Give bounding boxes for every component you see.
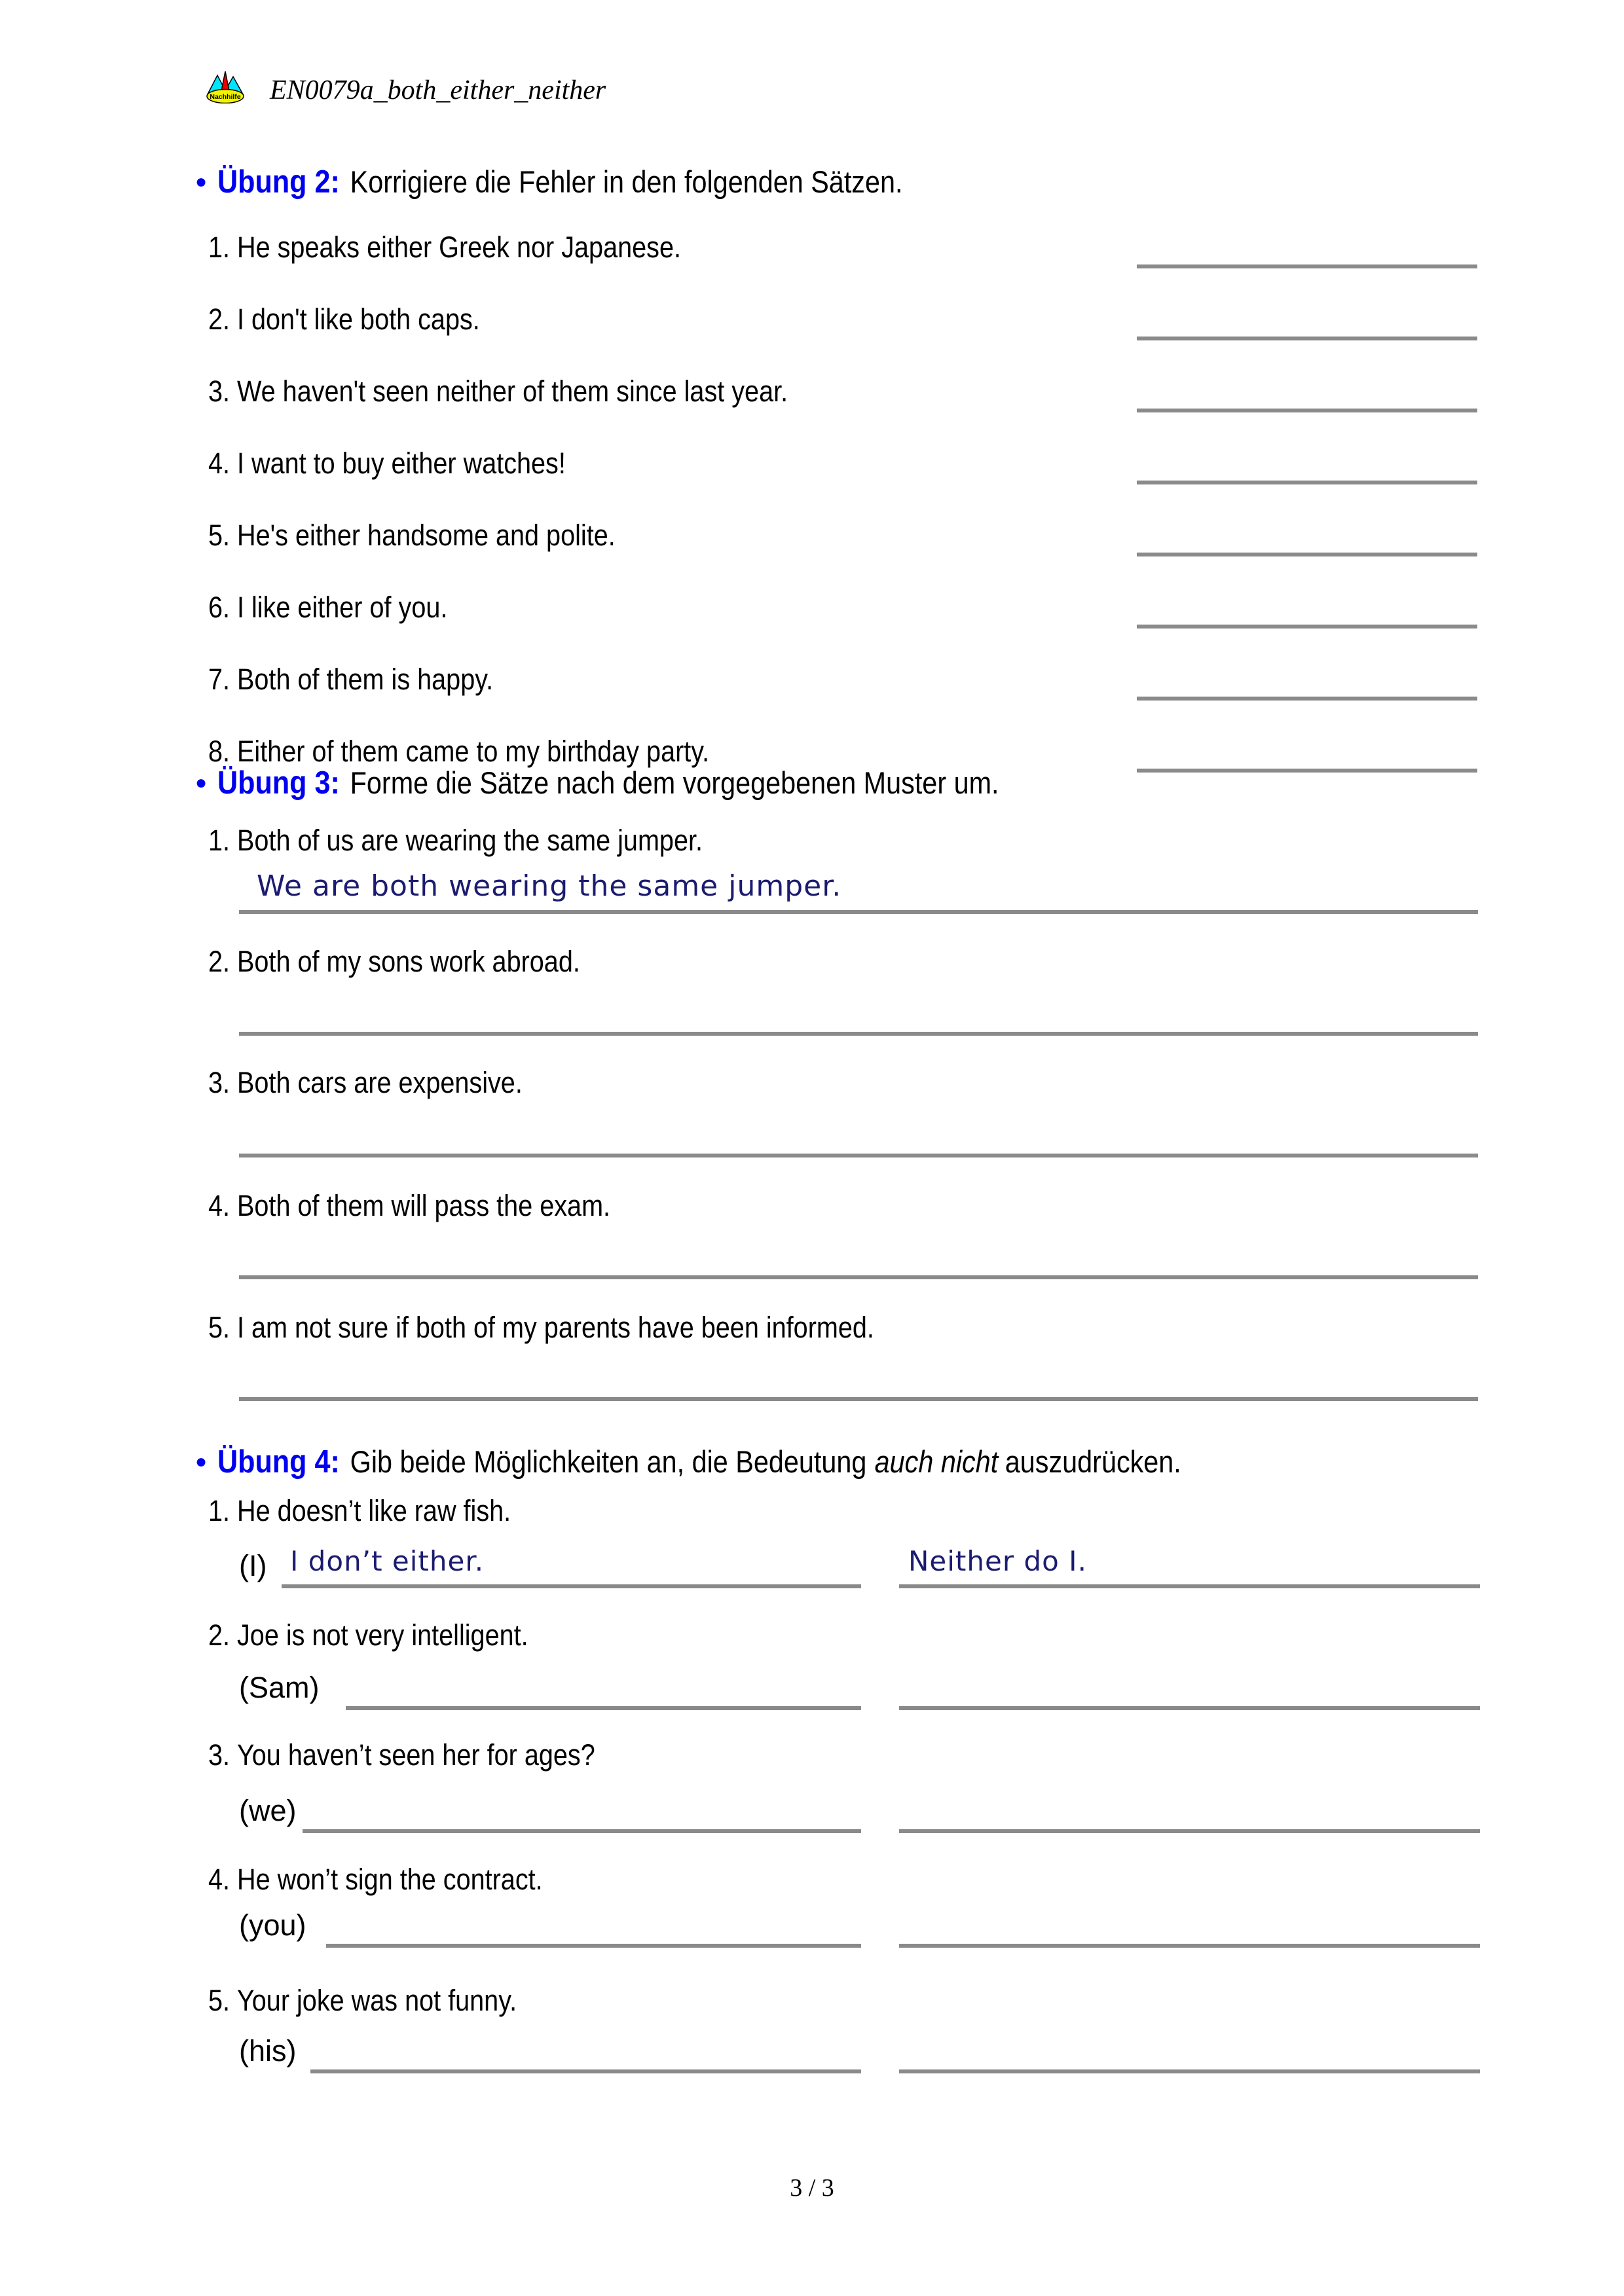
- item-text: You haven’t seen her for ages?: [237, 1738, 595, 1772]
- answer-blank-line[interactable]: [239, 1275, 1478, 1279]
- item-number: 2.: [208, 302, 231, 336]
- item-number: 4.: [208, 1863, 231, 1896]
- item-text: Both of them is happy.: [237, 663, 494, 696]
- ex3-item-2: [208, 945, 631, 979]
- answer-blank-line-left[interactable]: [282, 1584, 861, 1588]
- ex3-item-5: [208, 1311, 965, 1345]
- item-number: 1.: [208, 824, 231, 857]
- ex4-item-4: [208, 1863, 588, 1897]
- document-title: EN0079a_both_either_neither: [270, 75, 606, 105]
- item-text: I like either of you.: [237, 591, 448, 624]
- item-text: He won’t sign the contract.: [237, 1863, 543, 1896]
- ex4-answer-row-2: [239, 1671, 1483, 1718]
- answer-prompt: (I): [239, 1549, 267, 1582]
- item-number: 3.: [208, 1066, 231, 1099]
- ex4-item-2: [208, 1618, 572, 1652]
- answer-blank-line-left[interactable]: [326, 1944, 861, 1948]
- ex2-item-7: [208, 663, 532, 697]
- exercise2-label: Übung 2:: [217, 164, 340, 200]
- answer-blank-line[interactable]: [1137, 553, 1477, 556]
- bullet-icon: ●: [195, 772, 208, 793]
- answer-blank-line[interactable]: [1137, 481, 1477, 484]
- answer-blank-line[interactable]: [1137, 697, 1477, 701]
- exercise2-instruction: Korrigiere die Fehler in den folgenden Sätzen.: [350, 164, 903, 199]
- item-text: He speaks either Greek nor Japanese.: [237, 230, 681, 264]
- answer-blank-line[interactable]: [239, 1154, 1478, 1157]
- item-text: I don't like both caps.: [237, 302, 480, 336]
- answer-prompt: (Sam): [239, 1671, 320, 1704]
- answer-blank-line-left[interactable]: [310, 2069, 861, 2073]
- ex4-item-1: [208, 1494, 552, 1528]
- bullet-icon: ●: [195, 171, 208, 192]
- item-number: 6.: [208, 591, 231, 624]
- item-text: I am not sure if both of my parents have been informed.: [237, 1311, 874, 1344]
- item-number: 4.: [208, 1189, 231, 1222]
- item-number: 2.: [208, 945, 231, 978]
- answer-blank-line-right[interactable]: [899, 1944, 1480, 1948]
- item-text: He's either handsome and polite.: [237, 519, 616, 552]
- ex3-item-3: [208, 1066, 565, 1100]
- handwritten-answer-right: Neither do I.: [908, 1545, 1087, 1577]
- exercise3-label: Übung 3:: [217, 765, 340, 801]
- nachhilfe-logo-icon: [206, 69, 245, 103]
- logo-text: Nachhilfe: [210, 93, 241, 101]
- ex2-item-6: [208, 591, 480, 625]
- answer-blank-line-right[interactable]: [899, 1829, 1480, 1833]
- answer-blank-line-left[interactable]: [346, 1706, 861, 1710]
- answer-blank-line[interactable]: [1137, 337, 1477, 340]
- ex3-item-4: [208, 1189, 665, 1223]
- exercise4-instruction-italic: auch nicht: [874, 1444, 999, 1479]
- answer-blank-line[interactable]: [1137, 769, 1477, 773]
- item-number: 3.: [208, 374, 231, 408]
- ex3-item-1: [208, 824, 770, 858]
- exercise4-label: Übung 4:: [217, 1444, 340, 1480]
- item-text: Both cars are expensive.: [237, 1066, 523, 1099]
- item-number: 7.: [208, 663, 231, 696]
- ex4-answer-row-5: [239, 2034, 1483, 2081]
- handwritten-answer: We are both wearing the same jumper.: [257, 869, 842, 903]
- bullet-icon: ●: [195, 1451, 208, 1472]
- ex4-item-3: [208, 1738, 648, 1772]
- exercise2-heading: [195, 164, 996, 200]
- exercise3-instruction: Forme die Sätze nach dem vorgegebenen Muster um.: [350, 765, 999, 800]
- answer-blank-line[interactable]: [1137, 409, 1477, 412]
- answer-prompt: (his): [239, 2034, 297, 2068]
- exercise3-heading: [195, 765, 1105, 801]
- item-number: 2.: [208, 1618, 231, 1652]
- exercise4-instruction-post: auszudrücken.: [1005, 1444, 1181, 1479]
- item-number: 5.: [208, 519, 231, 552]
- answer-blank-line[interactable]: [1137, 625, 1477, 629]
- ex4-answer-row-3: [239, 1794, 1483, 1841]
- answer-prompt: (you): [239, 1908, 306, 1942]
- item-number: 5.: [208, 1984, 231, 2017]
- answer-blank-line[interactable]: [239, 910, 1478, 914]
- item-number: 1.: [208, 230, 231, 264]
- answer-blank-line-left[interactable]: [303, 1829, 861, 1833]
- item-text: He doesn’t like raw fish.: [237, 1494, 511, 1527]
- item-number: 3.: [208, 1738, 231, 1772]
- item-number: 1.: [208, 1494, 231, 1527]
- item-text: I want to buy either watches!: [237, 446, 566, 480]
- item-text: We haven't seen neither of them since last year.: [237, 374, 788, 408]
- answer-blank-line-right[interactable]: [899, 1584, 1480, 1588]
- ex4-answer-row-1: [239, 1545, 1483, 1596]
- ex2-item-4: [208, 446, 614, 481]
- answer-blank-line-right[interactable]: [899, 1706, 1480, 1710]
- item-text: Either of them came to my birthday party.: [237, 735, 710, 768]
- answer-blank-line[interactable]: [239, 1032, 1478, 1036]
- exercise4-instruction-pre: Gib beide Möglichkeiten an, die Bedeutung: [350, 1444, 867, 1479]
- item-text: Both of them will pass the exam.: [237, 1189, 611, 1222]
- answer-prompt: (we): [239, 1794, 297, 1827]
- item-text: Both of us are wearing the same jumper.: [237, 824, 703, 857]
- ex4-answer-row-4: [239, 1908, 1483, 1956]
- ex2-item-2: [208, 302, 517, 337]
- answer-blank-line[interactable]: [1137, 264, 1477, 268]
- item-text: Joe is not very intelligent.: [237, 1618, 528, 1652]
- ex2-item-3: [208, 374, 867, 409]
- item-text: Both of my sons work abroad.: [237, 945, 580, 978]
- item-number: 8.: [208, 735, 231, 768]
- item-number: 5.: [208, 1311, 231, 1344]
- exercise4-heading: [195, 1444, 1313, 1480]
- ex2-item-8: [208, 735, 778, 769]
- answer-blank-line-right[interactable]: [899, 2069, 1480, 2073]
- page-number: 3 / 3: [790, 2174, 834, 2202]
- item-text: Your joke was not funny.: [237, 1984, 517, 2017]
- item-number: 4.: [208, 446, 231, 480]
- ex4-item-5: [208, 1984, 559, 2018]
- ex2-item-1: [208, 230, 745, 264]
- ex2-item-5: [208, 519, 671, 553]
- answer-blank-line[interactable]: [239, 1397, 1478, 1401]
- handwritten-answer-left: I don’t either.: [290, 1545, 485, 1577]
